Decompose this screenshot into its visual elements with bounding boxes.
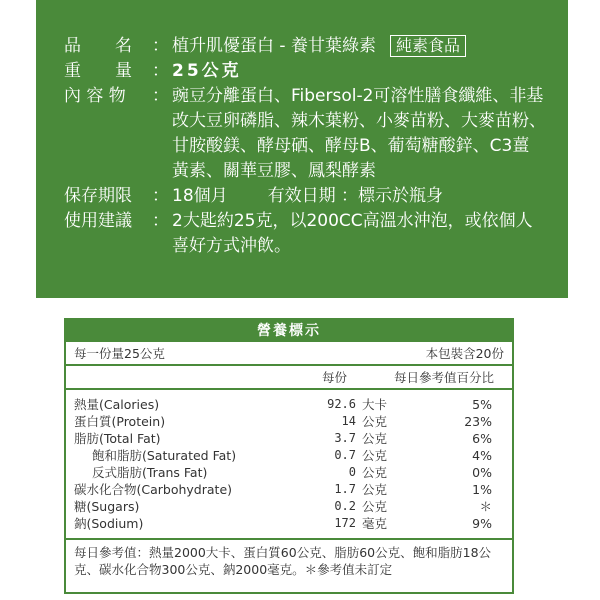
table-row [74,413,504,430]
serving-info [66,342,512,366]
product-name-label: 品 名 [64,36,132,56]
usage-value: 2大匙約25克，以200CC高溫水沖泡，或依個人喜好方式沖飲。 [172,211,533,256]
nutrient-name: 糖(Sugars) [74,499,140,514]
nutrient-unit: 公克 [362,465,388,480]
product-name-value: 植升肌優蛋白 - 養甘葉綠素 [172,36,376,56]
vegan-badge: 純素食品 [390,35,466,57]
nutrient-name: 飽和脂肪(Saturated Fat) [92,448,237,463]
nutrient-name: 脂肪(Total Fat) [74,431,161,446]
per-serving-header: 每份 [322,370,348,385]
nutrition-facts-table [64,318,514,594]
nutrient-daily-value: 4% [472,448,492,463]
shelf-life-label: 保存期限 [64,186,132,206]
nutrient-unit: 公克 [362,499,388,514]
table-row [74,447,504,464]
colon: ： [152,61,169,81]
product-name-row [64,34,568,59]
nutrient-name: 鈉(Sodium) [74,516,144,531]
nutrient-amount: 14 [341,414,356,428]
servings-per-pack: 本包裝含20份 [425,346,504,361]
nutrition-column-header [66,366,512,390]
weight-row [64,59,568,84]
nutrient-name: 反式脂肪(Trans Fat) [92,465,208,480]
colon: ： [152,86,169,106]
daily-value-footnote: 每日參考值：熱量2000大卡、蛋白質60公克、脂肪60公克、飽和脂肪18公克、碳水化合物300公克、鈉2000毫克。＊參考值未訂定 [74,545,492,577]
nutrient-daily-value: ＊ [479,499,492,514]
nutrient-unit: 公克 [362,414,388,429]
ingredients-label: 內 容 物 [64,86,126,106]
shelf-life-row [64,184,568,209]
shelf-life-value: 18個月 [172,186,228,206]
nutrient-daily-value: 23% [464,414,492,429]
table-row [74,396,504,413]
nutrient-name: 碳水化合物(Carbohydrate) [74,482,233,497]
table-row [74,430,504,447]
nutrient-unit: 公克 [362,448,388,463]
nutrient-daily-value: 0% [472,465,492,480]
colon: ： [152,211,169,231]
nutrient-daily-value: 5% [472,397,492,412]
serving-size: 每一份量25公克 [74,346,165,361]
nutrient-daily-value: 9% [472,516,492,531]
nutrient-amount: 172 [334,516,356,530]
nutrient-amount: 0.2 [334,499,356,513]
weight-label: 重 量 [64,61,132,81]
nutrient-amount: 92.6 [327,397,356,411]
table-row [74,498,504,515]
nutrient-amount: 0 [348,465,356,479]
table-row [74,481,504,498]
table-row [74,464,504,481]
ingredients-row [64,84,568,184]
nutrient-daily-value: 6% [472,431,492,446]
nutrition-rows [66,390,512,540]
expiry-text: 有效日期 ：標示於瓶身 [267,186,444,206]
weight-value: 25公克 [172,61,242,81]
nutrient-name: 蛋白質(Protein) [74,414,166,429]
colon: ： [152,36,169,56]
nutrient-unit: 毫克 [362,516,388,531]
nutrient-unit: 大卡 [362,397,388,412]
nutrient-daily-value: 1% [472,482,492,497]
nutrient-amount: 0.7 [334,448,356,462]
nutrient-amount: 3.7 [334,431,356,445]
colon: ： [152,186,169,206]
daily-value-header: 每日參考值百分比 [394,370,495,385]
usage-row [64,209,568,259]
table-row [74,515,504,532]
nutrition-title: 營養標示 [66,320,512,342]
nutrient-amount: 1.7 [334,482,356,496]
nutrient-unit: 公克 [362,431,388,446]
usage-label: 使用建議 [64,211,132,231]
nutrient-unit: 公克 [362,482,388,497]
product-info-panel [36,0,568,298]
nutrient-name: 熱量(Calories) [74,397,160,412]
ingredients-value: 豌豆分離蛋白、Fibersol-2可溶性膳食纖維、非基改大豆卵磷脂、辣木葉粉、小麥苗粉、大麥苗粉、甘胺酸鎂、酵母硒、酵母B、葡萄糖酸鋅、C3薑黃素、關華豆膠、鳳梨酵素 [172,86,546,181]
